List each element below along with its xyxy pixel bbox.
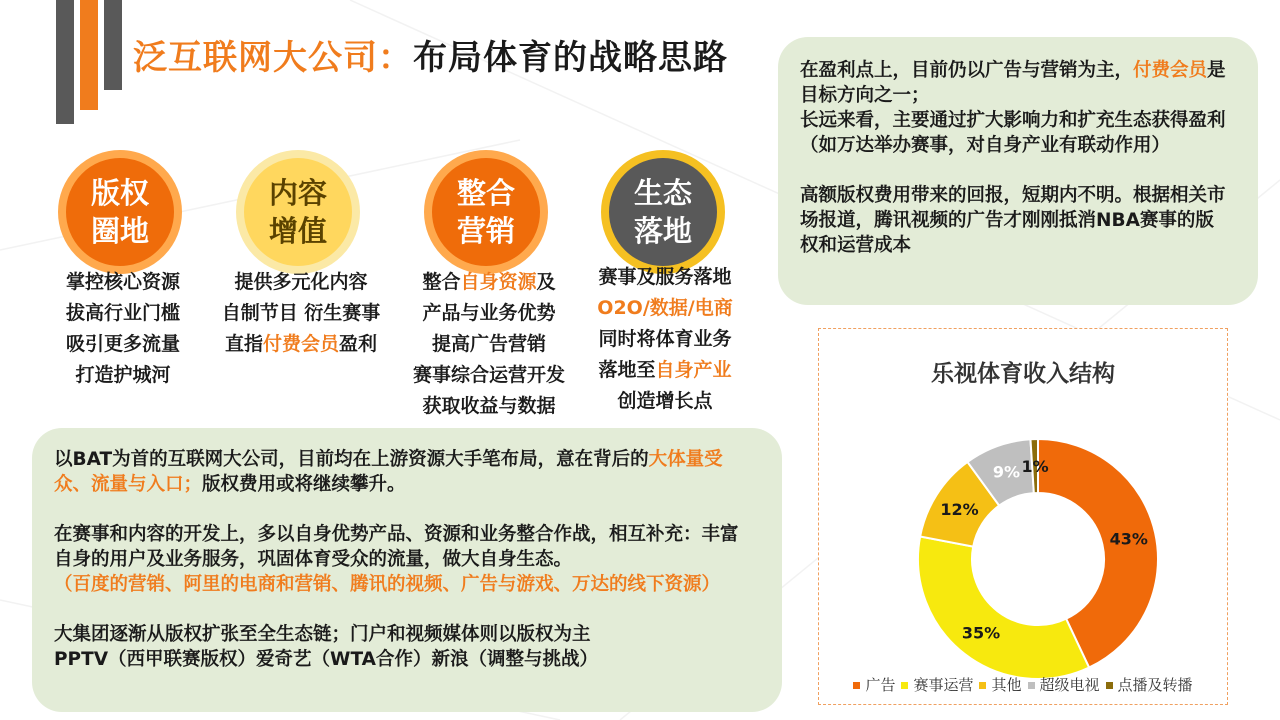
highlight-text: （百度的营销、阿里的电商和营销、腾讯的视频、广告与游戏、万达的线下资源） [54, 574, 721, 595]
donut-label-4: 1% [1021, 457, 1049, 477]
strategy-line [396, 329, 582, 360]
accent-bar-gray [56, 0, 74, 124]
text-run: 产品与业务优势 [422, 302, 556, 324]
accent-bar-gray-right [104, 0, 122, 90]
strategy-line [30, 329, 216, 360]
strategy-list-content [208, 267, 394, 360]
text-run: 在赛事和内容的开发上，多以自身优势产品、资源和业务整合作战，相互补充：丰富自身的用户及业务服务，巩固体育受众的流量，做大自身生态。 [54, 524, 739, 570]
strategy-line [30, 267, 216, 298]
legend-label: 其他 [991, 676, 1022, 694]
text-run: 高额版权费用带来的回报，短期内不明。根据相关市场报道，腾讯视频的广告才刚刚抵消NBA赛事的版权和运营成本 [800, 185, 1226, 256]
strategy-line [580, 324, 750, 355]
title-prefix: 泛互联网大公司： [133, 38, 413, 78]
legend-label: 超级电视 [1039, 676, 1100, 694]
text-run: 直指 [224, 333, 263, 355]
text-run: 盈利 [339, 333, 378, 355]
accent-bar-orange [80, 0, 98, 110]
strategy-line [208, 329, 394, 360]
legend-item [1028, 674, 1100, 695]
page-title [133, 30, 728, 79]
text-run: 吸引更多流量 [65, 333, 180, 355]
legend-swatch [1028, 682, 1035, 689]
strategy-list-marketing [396, 267, 582, 422]
text-run: 赛事综合运营开发 [412, 364, 565, 386]
strategy-line [30, 360, 216, 391]
legend-swatch [853, 682, 860, 689]
legend-label: 广告 [865, 676, 896, 694]
text-run: 获取收益与数据 [422, 395, 556, 417]
highlight-text: 付费会员 [1133, 60, 1208, 81]
donut-label-0: 43% [1109, 529, 1148, 549]
text-run: 落地至 [598, 359, 656, 381]
strategy-label: 整合 营销 [456, 176, 515, 248]
text-run: 拔高行业门槛 [65, 302, 180, 324]
strategy-line [30, 298, 216, 329]
text-run: 及 [536, 271, 556, 293]
strategy-line [580, 293, 750, 324]
text-run: 同时将体育业务 [598, 328, 732, 350]
text-run: 创造增长点 [617, 390, 713, 412]
strategy-label: 内容 增值 [268, 176, 327, 248]
panel-paragraph [54, 622, 754, 672]
text-run: 以BAT为首的互联网大公司，目前均在上游资源大手笔布局，意在背后的 [54, 449, 649, 470]
strategy-circle-ecosystem [601, 150, 725, 274]
highlight-text: 付费会员 [262, 333, 339, 355]
strategy-line [580, 262, 750, 293]
panel-paragraph [800, 183, 1230, 258]
strategy-line [396, 267, 582, 298]
strategy-label: 生态 落地 [633, 176, 692, 248]
panel-paragraph [800, 58, 1230, 158]
legend-item [901, 674, 973, 695]
legend-label: 赛事运营 [913, 676, 974, 694]
legend-label: 点播及转播 [1117, 676, 1193, 694]
text-run: 在盈利点上，目前仍以广告与营销为主， [800, 60, 1134, 81]
text-run: 掌控核心资源 [65, 271, 180, 293]
text-run: 赛事及服务落地 [598, 266, 732, 288]
strategy-line [396, 298, 582, 329]
panel-paragraph [54, 522, 754, 597]
donut-label-2: 12% [940, 500, 979, 520]
chart-legend [819, 674, 1227, 695]
strategy-line [580, 355, 750, 386]
legend-swatch [979, 682, 986, 689]
text-run: 提高广告营销 [431, 333, 546, 355]
revenue-chart [818, 328, 1228, 705]
text-run: 整合 [422, 271, 461, 293]
text-run: 大集团逐渐从版权扩张至全生态链；门户和视频媒体则以版权为主 PPTV（西甲联赛版权）爱奇艺（WTA合作）新浪（调整与挑战） [54, 624, 598, 670]
text-run: 是目标方向之一； 长远来看，主要通过扩大影响力和扩充生态获得盈利 （如万达举办赛事，对自身产业有联动作用） [800, 60, 1226, 156]
text-run: 提供多元化内容 [234, 271, 368, 293]
donut-label-1: 35% [961, 623, 1001, 643]
profit-panel-text [800, 58, 1230, 258]
strategy-circle-copyright [58, 150, 182, 274]
strategy-line [208, 267, 394, 298]
strategy-label: 版权 圈地 [90, 176, 149, 248]
text-run: 版权费用或将继续攀升。 [202, 474, 406, 495]
chart-title: 乐视体育收入结构 [931, 361, 1115, 387]
highlight-text: 大体量受众、流量与入口； [54, 449, 723, 495]
donut-slice-1 [918, 537, 1089, 679]
legend-item [979, 674, 1021, 695]
donut-label-3: 9% [992, 462, 1021, 482]
panel-paragraph [54, 447, 754, 497]
highlight-text: O2O/数据/电商 [597, 297, 733, 319]
text-run: 自制节目 衍生赛事 [221, 302, 381, 324]
strategy-line [208, 298, 394, 329]
strategy-list-ecosystem [580, 262, 750, 417]
strategy-circle-marketing [424, 150, 548, 274]
strategy-list-copyright [30, 267, 216, 391]
strategy-line [396, 391, 582, 422]
legend-item [1106, 674, 1193, 695]
title-main: 布局体育的战略思路 [413, 38, 728, 78]
legend-swatch [901, 682, 908, 689]
highlight-text: 自身产业 [655, 359, 732, 381]
donut-chart [819, 389, 1229, 689]
legend-item [853, 674, 895, 695]
strategy-line [396, 360, 582, 391]
highlight-text: 自身资源 [460, 271, 537, 293]
text-run: 打造护城河 [75, 364, 171, 386]
strategy-line [580, 386, 750, 417]
strategy-circle-content [236, 150, 360, 274]
summary-panel-text [54, 447, 754, 672]
legend-swatch [1106, 682, 1113, 689]
